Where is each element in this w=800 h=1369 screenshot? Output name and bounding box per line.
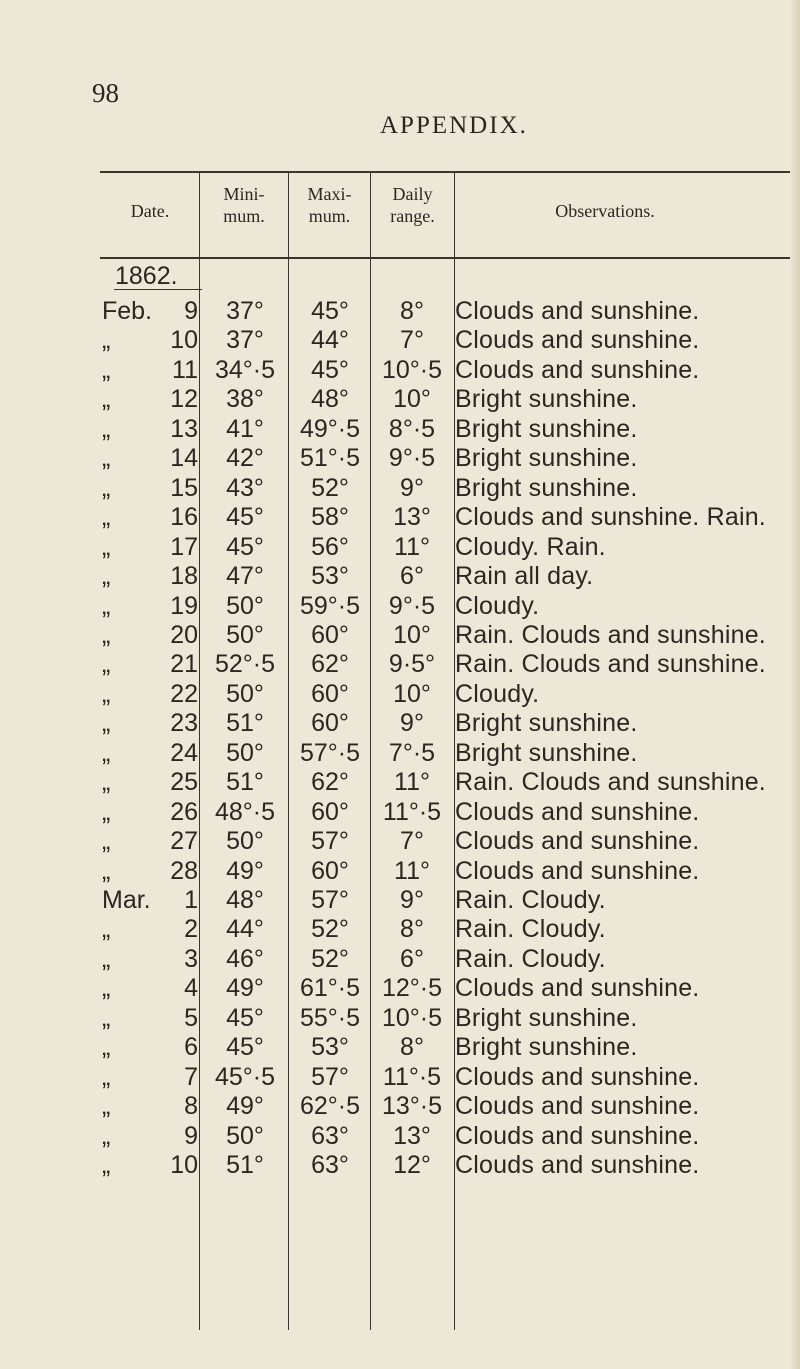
date-day: 3	[184, 944, 198, 973]
date-day: 22	[170, 679, 198, 708]
daily-range-value: 11°·5	[382, 1062, 442, 1091]
table-row	[0, 591, 800, 621]
daily-range-value: 11°	[394, 768, 430, 797]
date-month: Feb.	[102, 297, 153, 325]
date-month: „	[102, 473, 111, 502]
maximum-value: 63°	[311, 1121, 349, 1150]
minimum-value: 47°	[226, 562, 264, 591]
minimum-value: 46°	[226, 944, 264, 973]
date-month: „	[102, 944, 111, 973]
table-row	[0, 856, 800, 886]
minimum-value: 50°	[226, 738, 264, 767]
daily-range-value: 12°	[393, 1151, 431, 1180]
observation-text: Cloudy.	[455, 679, 540, 708]
date-day: 11	[172, 355, 198, 384]
date-month: „	[102, 650, 111, 679]
date-day: 5	[184, 1003, 198, 1032]
minimum-value: 34°·5	[214, 355, 276, 384]
maximum-value: 56°	[311, 532, 349, 561]
observation-text: Clouds and sunshine.	[455, 1151, 700, 1180]
date-month: „	[102, 974, 111, 1003]
date-day: 9	[184, 1121, 198, 1150]
observation-text: Clouds and sunshine.	[455, 297, 700, 325]
maximum-value: 44°	[311, 326, 349, 355]
observation-text: Rain. Clouds and sunshine.	[455, 650, 766, 679]
maximum-value: 48°	[311, 385, 349, 414]
maximum-value: 62°·5	[299, 1092, 361, 1121]
maximum-value: 52°	[311, 473, 349, 502]
date-month: „	[102, 1062, 111, 1091]
minimum-value: 45°	[226, 503, 264, 532]
minimum-value: 37°	[226, 326, 264, 355]
date-day: 16	[170, 503, 198, 532]
date-month: „	[102, 444, 111, 473]
page-edge-shadow	[790, 0, 800, 1369]
date-month: „	[102, 1151, 111, 1180]
date-day: 17	[170, 532, 198, 561]
daily-range-value: 6°	[400, 562, 424, 591]
table-row	[0, 355, 800, 385]
table-row	[0, 414, 800, 444]
date-day: 13	[170, 414, 198, 443]
table-row	[0, 885, 800, 915]
maximum-value: 57°·5	[299, 738, 361, 767]
date-day: 21	[170, 650, 198, 679]
observation-text: Rain. Clouds and sunshine.	[455, 620, 766, 649]
minimum-value: 48°·5	[214, 797, 276, 826]
table-row	[0, 649, 800, 679]
observation-text: Rain. Cloudy.	[455, 915, 606, 944]
observation-text: Clouds and sunshine.	[455, 355, 700, 384]
date-day: 6	[184, 1033, 198, 1062]
table-row	[0, 973, 800, 1003]
maximum-value: 53°	[311, 1033, 349, 1062]
observation-text: Bright sunshine.	[455, 738, 638, 767]
date-day: 23	[170, 709, 198, 738]
observation-text: Bright sunshine.	[455, 1003, 638, 1032]
daily-range-value: 9°·5	[388, 444, 436, 473]
daily-range-value: 8°·5	[388, 414, 436, 443]
date-day: 27	[170, 827, 198, 856]
date-month: „	[102, 355, 111, 384]
table-row	[0, 708, 800, 738]
header-observations: Observations.	[555, 201, 655, 221]
observation-text: Bright sunshine.	[455, 1033, 638, 1062]
date-day: 25	[170, 768, 198, 797]
daily-range-value: 11°	[394, 532, 430, 561]
minimum-value: 44°	[226, 915, 264, 944]
minimum-value: 51°	[226, 768, 264, 797]
daily-range-value: 9°	[400, 886, 424, 914]
maximum-value: 61°·5	[299, 974, 361, 1003]
date-day: 12	[170, 385, 198, 414]
date-day: 1	[184, 886, 198, 914]
table-row	[0, 296, 800, 326]
observation-text: Clouds and sunshine. Rain.	[455, 503, 766, 532]
date-day: 7	[184, 1062, 198, 1091]
daily-range-value: 9·5°	[388, 650, 436, 679]
maximum-value: 60°	[311, 679, 349, 708]
daily-range-value: 7°	[400, 827, 424, 856]
maximum-value: 53°	[311, 562, 349, 591]
date-day: 14	[170, 444, 198, 473]
minimum-value: 50°	[226, 1121, 264, 1150]
date-day: 19	[170, 591, 198, 620]
observation-text: Rain. Cloudy.	[455, 944, 606, 973]
table-row	[0, 1032, 800, 1062]
maximum-value: 52°	[311, 944, 349, 973]
table-row	[0, 620, 800, 650]
table-row	[0, 797, 800, 827]
date-month: „	[102, 827, 111, 856]
minimum-value: 50°	[226, 827, 264, 856]
date-day: 20	[170, 620, 198, 649]
maximum-value: 62°	[311, 768, 349, 797]
daily-range-value: 8°	[400, 297, 424, 325]
date-month: „	[102, 856, 111, 885]
daily-range-value: 10°	[393, 620, 431, 649]
date-day: 10	[170, 326, 198, 355]
minimum-value: 45°	[226, 1033, 264, 1062]
minimum-value: 49°	[226, 1092, 264, 1121]
minimum-value: 51°	[226, 709, 264, 738]
maximum-value: 62°	[311, 650, 349, 679]
observation-text: Clouds and sunshine.	[455, 827, 700, 856]
date-day: 4	[184, 974, 198, 1003]
date-day: 26	[170, 797, 198, 826]
daily-range-value: 7°	[400, 326, 424, 355]
observation-text: Rain all day.	[455, 562, 594, 591]
minimum-value: 50°	[226, 679, 264, 708]
maximum-value: 60°	[311, 709, 349, 738]
minimum-value: 45°·5	[214, 1062, 276, 1091]
date-month: „	[102, 1003, 111, 1032]
minimum-value: 37°	[226, 297, 264, 325]
date-day: 18	[170, 562, 198, 591]
observation-text: Bright sunshine.	[455, 385, 638, 414]
observation-text: Clouds and sunshine.	[455, 797, 700, 826]
date-month: „	[102, 738, 111, 767]
observation-text: Clouds and sunshine.	[455, 1062, 700, 1091]
observation-text: Clouds and sunshine.	[455, 974, 700, 1003]
daily-range-value: 10°·5	[381, 355, 443, 384]
maximum-value: 51°·5	[299, 444, 361, 473]
date-month: „	[102, 768, 111, 797]
table-row	[0, 443, 800, 473]
date-day: 8	[184, 1092, 198, 1121]
date-day: 24	[170, 738, 198, 767]
observation-text: Clouds and sunshine.	[455, 856, 700, 885]
table-row	[0, 944, 800, 974]
table-row	[0, 561, 800, 591]
daily-range-value: 13°	[393, 503, 431, 532]
daily-range-value: 8°	[400, 915, 424, 944]
year-label: 1862.	[115, 262, 178, 290]
minimum-value: 50°	[226, 620, 264, 649]
minimum-value: 51°	[226, 1151, 264, 1180]
minimum-value: 43°	[226, 473, 264, 502]
minimum-value: 38°	[226, 385, 264, 414]
table-row	[0, 532, 800, 562]
date-month: „	[102, 1033, 111, 1062]
daily-range-value: 9°	[400, 473, 424, 502]
date-month: „	[102, 532, 111, 561]
table-row	[0, 679, 800, 709]
daily-range-value: 11°·5	[382, 797, 442, 826]
date-month: „	[102, 797, 111, 826]
page-number: 98	[92, 78, 119, 108]
running-head: APPENDIX.	[380, 112, 528, 139]
daily-range-value: 12°·5	[381, 974, 443, 1003]
maximum-value: 45°	[311, 297, 349, 325]
minimum-value: 45°	[226, 1003, 264, 1032]
date-month: „	[102, 679, 111, 708]
observation-text: Bright sunshine.	[455, 444, 638, 473]
maximum-value: 59°·5	[299, 591, 361, 620]
observation-text: Rain. Cloudy.	[455, 886, 606, 914]
daily-range-value: 8°	[400, 1033, 424, 1062]
table-row	[0, 826, 800, 856]
observation-text: Clouds and sunshine.	[455, 1092, 700, 1121]
maximum-value: 57°	[311, 1062, 349, 1091]
minimum-value: 52°·5	[214, 650, 276, 679]
daily-range-value: 6°	[400, 944, 424, 973]
date-day: 10	[170, 1151, 198, 1180]
minimum-value: 48°	[226, 886, 264, 914]
table-row	[0, 914, 800, 944]
date-month: Mar.	[102, 886, 151, 914]
date-month: „	[102, 620, 111, 649]
date-month: „	[102, 709, 111, 738]
date-month: „	[102, 1121, 111, 1150]
maximum-value: 55°·5	[299, 1003, 361, 1032]
top-rule	[100, 171, 800, 173]
daily-range-value: 10°·5	[381, 1003, 443, 1032]
daily-range-value: 9°·5	[388, 591, 436, 620]
observation-text: Cloudy. Rain.	[455, 532, 606, 561]
minimum-value: 49°	[226, 856, 264, 885]
date-day: 15	[170, 473, 198, 502]
header-date: Date.	[130, 201, 170, 221]
date-month: „	[102, 915, 111, 944]
daily-range-value: 9°	[400, 709, 424, 738]
minimum-value: 41°	[226, 414, 264, 443]
minimum-value: 42°	[226, 444, 264, 473]
daily-range-value: 13°	[393, 1121, 431, 1150]
header-maximum: Maxi- mum.	[307, 184, 352, 226]
table-row	[0, 767, 800, 797]
maximum-value: 49°·5	[299, 414, 361, 443]
header-bottom-rule	[100, 257, 800, 259]
table-row	[0, 473, 800, 503]
maximum-value: 45°	[311, 355, 349, 384]
daily-range-value: 13°·5	[381, 1092, 443, 1121]
date-month: „	[102, 1092, 111, 1121]
observation-text: Bright sunshine.	[455, 473, 638, 502]
table-row	[0, 1062, 800, 1092]
header-range: Daily range.	[390, 184, 435, 226]
table-row	[0, 1003, 800, 1033]
observation-text: Bright sunshine.	[455, 709, 638, 738]
observation-text: Clouds and sunshine.	[455, 326, 700, 355]
date-month: „	[102, 326, 111, 355]
date-month: „	[102, 414, 111, 443]
table-row	[0, 738, 800, 768]
maximum-value: 57°	[311, 827, 349, 856]
maximum-value: 57°	[311, 886, 349, 914]
table-row	[0, 1121, 800, 1151]
maximum-value: 58°	[311, 503, 349, 532]
daily-range-value: 10°	[393, 385, 431, 414]
table-row	[0, 1091, 800, 1121]
table-row	[0, 1150, 800, 1180]
observation-text: Bright sunshine.	[455, 414, 638, 443]
date-day: 28	[170, 856, 198, 885]
maximum-value: 60°	[311, 620, 349, 649]
date-day: 9	[184, 297, 198, 325]
date-month: „	[102, 503, 111, 532]
date-month: „	[102, 385, 111, 414]
date-day: 2	[184, 915, 198, 944]
table-row	[0, 325, 800, 355]
maximum-value: 60°	[311, 797, 349, 826]
maximum-value: 52°	[311, 915, 349, 944]
table-row	[0, 502, 800, 532]
maximum-value: 63°	[311, 1151, 349, 1180]
observation-text: Rain. Clouds and sunshine.	[455, 768, 766, 797]
minimum-value: 50°	[226, 591, 264, 620]
header-minimum: Mini- mum.	[223, 184, 265, 226]
table-row	[0, 384, 800, 414]
observation-text: Cloudy.	[455, 591, 540, 620]
minimum-value: 45°	[226, 532, 264, 561]
daily-range-value: 7°·5	[388, 738, 436, 767]
daily-range-value: 10°	[393, 679, 431, 708]
date-month: „	[102, 562, 111, 591]
minimum-value: 49°	[226, 974, 264, 1003]
observation-text: Clouds and sunshine.	[455, 1121, 700, 1150]
maximum-value: 60°	[311, 856, 349, 885]
date-month: „	[102, 591, 111, 620]
daily-range-value: 11°	[394, 856, 430, 885]
